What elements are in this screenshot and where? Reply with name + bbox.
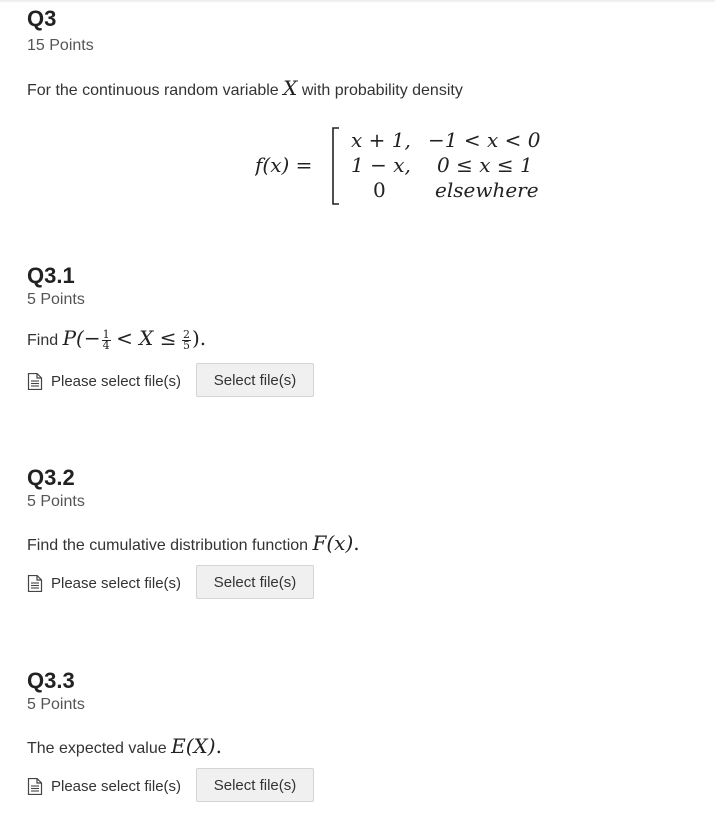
density-cond-3: elsewhere: [435, 178, 539, 202]
math-expression: F(x): [312, 531, 354, 555]
prompt-text: Find: [27, 332, 59, 349]
select-files-button[interactable]: Select file(s): [196, 768, 314, 802]
upload-label: Please select file(s): [51, 372, 182, 390]
density-expr-2: 1 − x,: [351, 153, 411, 177]
fraction-numerator: 1: [102, 328, 110, 342]
density-expr-3: 0: [373, 178, 386, 202]
fraction-two-fifths: [182, 330, 191, 351]
density-lhs: f(x) =: [255, 153, 313, 177]
prompt-text: The expected value: [27, 740, 167, 757]
math-suffix: .: [215, 734, 222, 758]
upload-row: [27, 565, 297, 601]
prompt-text: Find the cumulative distribution function: [27, 537, 309, 554]
piecewise-equation: [255, 112, 555, 212]
select-files-button[interactable]: Select file(s): [196, 565, 314, 599]
prompt-text: with probability density: [301, 82, 463, 99]
question-title: Q3.1: [27, 263, 75, 288]
piecewise-density: [255, 112, 555, 212]
question-points: 5 Points: [27, 696, 85, 713]
select-files-button[interactable]: Select file(s): [196, 363, 314, 397]
fraction-numerator: 2: [182, 328, 190, 342]
file-icon: [27, 778, 43, 795]
question-prompt: [27, 531, 360, 555]
math-prefix: P(−: [62, 326, 101, 350]
question-points: 5 Points: [27, 493, 85, 510]
question-prompt: [27, 326, 206, 351]
math-variable: X: [283, 76, 298, 100]
question-prompt: [27, 76, 463, 100]
upload-label: Please select file(s): [51, 574, 182, 592]
math-mid: < X ≤: [116, 326, 177, 350]
math-suffix: ).: [191, 326, 207, 350]
upload-label: Please select file(s): [51, 777, 182, 795]
prompt-text: For the continuous random variable: [27, 82, 279, 99]
question-title: Q3: [27, 6, 57, 31]
fraction-denominator: 4: [102, 339, 110, 353]
question-title: Q3.3: [27, 668, 75, 693]
density-cond-2: 0 ≤ x ≤ 1: [437, 153, 533, 177]
question-prompt: [27, 734, 222, 758]
question-title: Q3.2: [27, 465, 75, 490]
math-suffix: .: [353, 531, 360, 555]
top-edge: [0, 0, 715, 3]
question-points: 15 Points: [27, 37, 94, 54]
file-icon: [27, 575, 43, 592]
fraction-one-quarter: [102, 330, 111, 351]
density-cond-1: −1 < x < 0: [428, 128, 541, 152]
math-expression: E(X): [171, 734, 216, 758]
density-expr-1: x + 1,: [351, 128, 411, 152]
upload-row: [27, 363, 297, 399]
fraction-denominator: 5: [182, 339, 190, 353]
question-points: 5 Points: [27, 291, 85, 308]
file-icon: [27, 373, 43, 390]
upload-row: [27, 768, 297, 804]
left-bracket: [333, 128, 339, 204]
